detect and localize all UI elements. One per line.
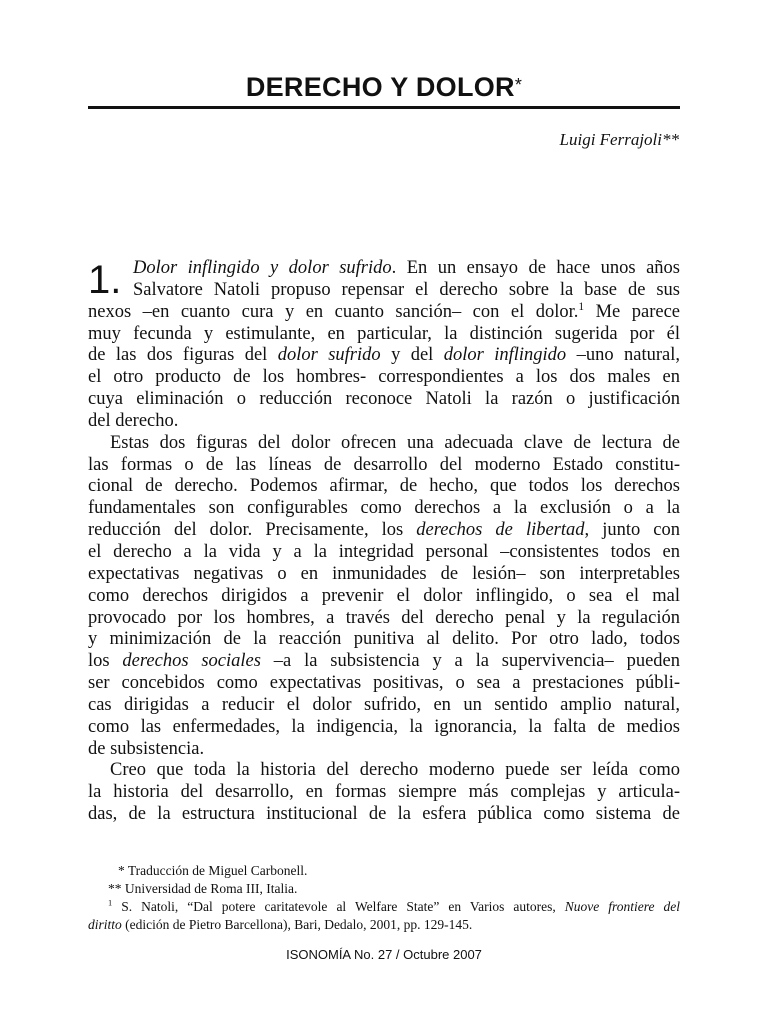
text-run: el otro producto de los hombres- correspondientes a los dos males en bbox=[88, 367, 680, 388]
body-line bbox=[88, 739, 680, 761]
italic-text: dolor inflingido bbox=[443, 345, 567, 366]
body-line bbox=[88, 455, 680, 477]
text-run: de subsistencia. bbox=[88, 738, 205, 759]
body-line bbox=[88, 586, 680, 608]
text-run: das, de la estructura institucional de la esfera pública como sistema de bbox=[88, 804, 680, 825]
body-line bbox=[88, 608, 680, 630]
body-line bbox=[88, 367, 680, 389]
text-run: expectativas negativas o en inmunidades de lesión– son interpretables bbox=[88, 563, 680, 584]
text-run: y minimización de la reacción punitiva al delito. Por otro lado, todos bbox=[88, 629, 680, 650]
body-line bbox=[88, 433, 680, 455]
text-run: los bbox=[88, 651, 123, 672]
text-run: del derecho. bbox=[88, 410, 179, 431]
footnote-line bbox=[88, 916, 680, 934]
body-line bbox=[88, 324, 680, 346]
body-line bbox=[88, 782, 680, 804]
text-run: –a la subsistencia y a la supervivencia– pueden bbox=[260, 651, 680, 672]
text-run: . En un ensayo de hace unos años bbox=[391, 258, 680, 278]
body-line bbox=[88, 389, 680, 411]
author-name: Luigi Ferrajoli** bbox=[559, 130, 679, 149]
body-line bbox=[88, 651, 680, 673]
footnote-line bbox=[88, 880, 680, 898]
italic-text: Dolor inflingido y dolor sufrido bbox=[133, 258, 392, 278]
text-run: y del bbox=[380, 345, 444, 366]
article-title-text: DERECHO Y DOLOR bbox=[245, 72, 515, 102]
footnote-ref: 1 bbox=[108, 898, 113, 908]
text-run: Me parece bbox=[584, 301, 680, 322]
footnotes bbox=[88, 862, 680, 934]
text-run: cas dirigidas a reducir el dolor sufrido, en un sentido amplio natural, bbox=[88, 694, 680, 715]
text-run: la historia del desarrollo, en formas siempre más complejas y articula- bbox=[88, 782, 680, 803]
body-line bbox=[88, 695, 680, 717]
section-number: 1. bbox=[88, 258, 122, 302]
body-line bbox=[88, 476, 680, 498]
italic-text: derechos sociales bbox=[122, 651, 261, 672]
text-run: nexos –en cuanto cura y en cuanto sanción– con el dolor. bbox=[88, 301, 579, 322]
body-line bbox=[88, 520, 680, 542]
text-run: * Traducción de Miguel Carbonell. bbox=[118, 863, 308, 878]
footnote-line bbox=[88, 862, 680, 880]
text-run: muy fecunda y estimulante, en particular, la distinción sugerida por él bbox=[88, 323, 680, 344]
title-rule bbox=[88, 106, 680, 109]
text-run: ser concebidos como expectativas positivas, o sea a prestaciones públi- bbox=[88, 673, 680, 694]
text-run: Salvatore Natoli propuso repensar el derecho sobre la base de sus bbox=[133, 279, 680, 300]
italic-text: derechos de libertad bbox=[416, 520, 585, 541]
article-title bbox=[88, 70, 680, 104]
body-line bbox=[88, 345, 680, 367]
body-line bbox=[88, 804, 680, 826]
body-line bbox=[88, 258, 680, 280]
italic-text: Nuove frontiere del bbox=[564, 899, 680, 914]
text-run: –uno natural, bbox=[566, 345, 680, 366]
text-run: reducción del dolor. Precisamente, los bbox=[88, 520, 417, 541]
footnote-ref: 1 bbox=[578, 300, 585, 313]
text-run: S. Natoli, “Dal potere caritatevole al Welfare State” en Varios autores, bbox=[112, 899, 565, 914]
text-run: de las dos figuras del bbox=[88, 345, 278, 366]
italic-text: diritto bbox=[88, 917, 122, 932]
text-run: el derecho a la vida y a la integridad personal –consistentes todos en bbox=[88, 541, 680, 562]
text-run: cional de derecho. Podemos afirmar, de hecho, que todos los derechos bbox=[88, 476, 680, 497]
title-footnote-mark: * bbox=[514, 75, 523, 95]
italic-text: dolor sufrido bbox=[277, 345, 381, 366]
text-run: (edición de Pietro Barcellona), Bari, Dedalo, 2001, pp. 129-145. bbox=[121, 917, 473, 932]
text-run: fundamentales son configurables como derechos a la exclusión o a la bbox=[88, 498, 680, 519]
journal-footer: ISONOMÍA No. 27 / Octubre 2007 bbox=[286, 947, 482, 962]
footnote-lines bbox=[88, 862, 680, 934]
text-run: como las enfermedades, la indigencia, la ignorancia, la falta de medios bbox=[88, 716, 680, 737]
footnote-line bbox=[88, 898, 680, 916]
body-line bbox=[88, 717, 680, 739]
text-run: las formas o de las líneas de desarrollo del moderno Estado constitu- bbox=[88, 454, 680, 475]
body-line bbox=[88, 673, 680, 695]
body-line bbox=[88, 760, 680, 782]
text-run: Creo que toda la historia del derecho moderno puede ser leída como bbox=[110, 760, 680, 781]
body-line bbox=[88, 280, 680, 302]
text-run: como derechos dirigidos a prevenir el dolor inflingido, o sea el mal bbox=[88, 585, 680, 606]
body-line bbox=[88, 629, 680, 651]
text-run: Estas dos figuras del dolor ofrecen una adecuada clave de lectura de bbox=[110, 432, 680, 453]
body-line bbox=[88, 564, 680, 586]
body-lines bbox=[88, 258, 680, 826]
body-line bbox=[88, 498, 680, 520]
body-line bbox=[88, 542, 680, 564]
article-body bbox=[88, 258, 680, 826]
text-run: , junto con bbox=[584, 520, 680, 541]
body-line bbox=[88, 411, 680, 433]
text-run: cuya eliminación o reducción reconoce Natoli la razón o justificación bbox=[88, 389, 680, 410]
text-run: ** Universidad de Roma III, Italia. bbox=[108, 881, 298, 896]
text-run: provocado por los hombres, a través del derecho penal y la regulación bbox=[88, 607, 680, 628]
body-line bbox=[88, 302, 680, 324]
